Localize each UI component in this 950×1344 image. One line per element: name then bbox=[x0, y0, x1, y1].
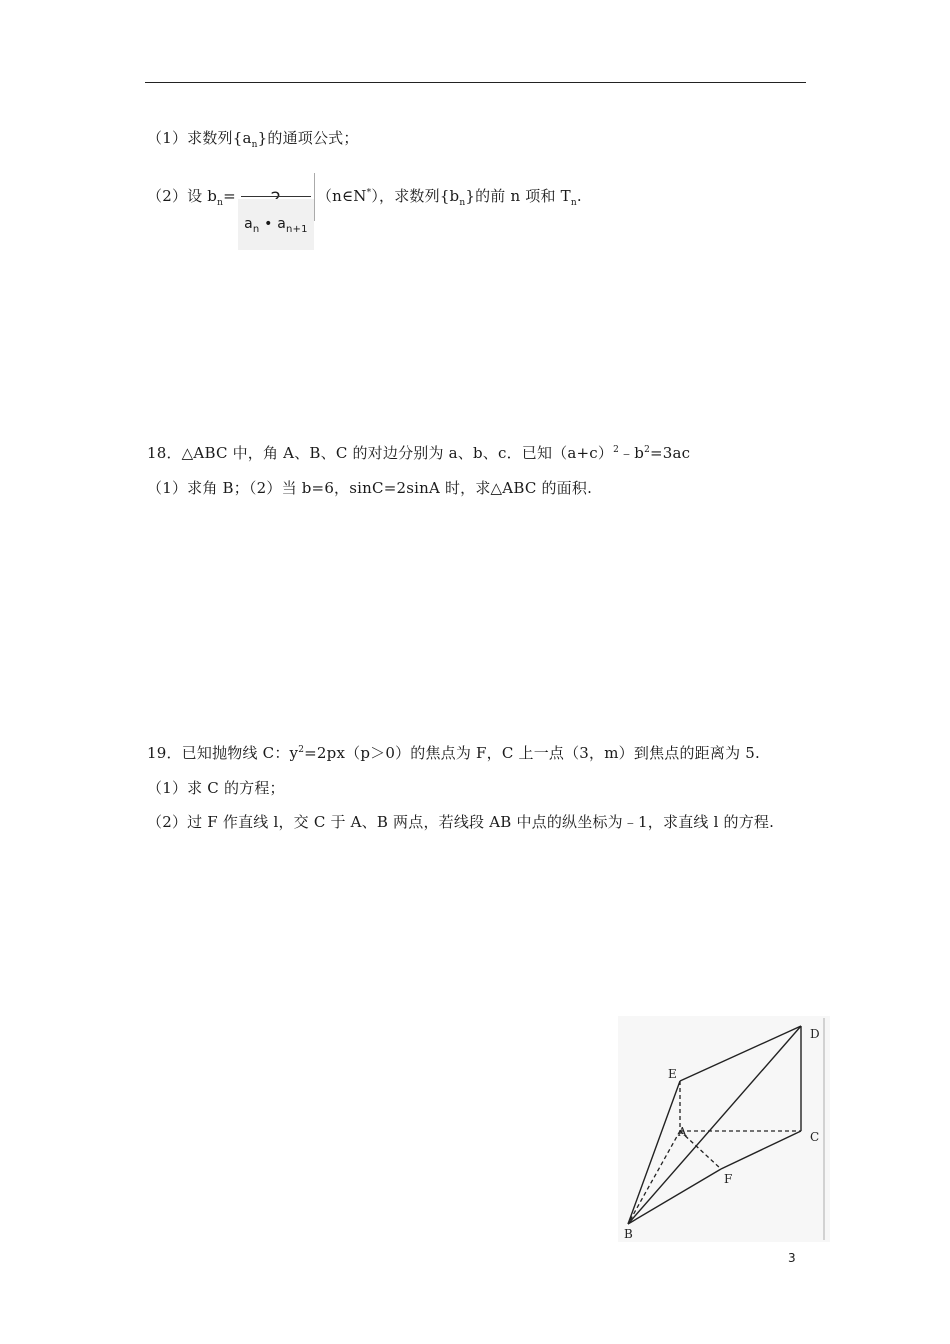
q18-parts: （1）求角 B；（2）当 b=6，sinC=2sinA 时，求△ABC 的面积. bbox=[147, 479, 593, 497]
page-number: 3 bbox=[788, 1251, 796, 1265]
label-f: F bbox=[724, 1172, 733, 1186]
q17-part1: （1）求数列$\{a_n\}$的通项公式； bbox=[147, 129, 359, 150]
fraction-image: $a_n$ • $a_{n+1}$ bbox=[238, 173, 315, 221]
label-a: A bbox=[678, 1125, 687, 1139]
q18-stem: 18．△ABC 中，角 A、B、C 的对边分别为 a、b、c．已知$(a+c)^2﹣b^2=3ac$ bbox=[147, 444, 691, 462]
geometry-figure bbox=[618, 1016, 830, 1242]
label-b: B bbox=[624, 1227, 633, 1241]
header-rule bbox=[145, 82, 806, 83]
q19-part2: （2）过 F 作直线 l，交 C 于 A、B 两点，若线段 AB 中点的纵坐标为﹣1，求直线 l 的方程. bbox=[147, 813, 775, 831]
q19-part1: （1）求 C 的方程； bbox=[147, 779, 285, 797]
q19-stem: 19．已知抛物线 C：$y^2=2px(p>0)$的焦点为 F，C 上一点（3，m）到焦点的距离为 5. bbox=[147, 744, 760, 762]
label-c: C bbox=[810, 1130, 820, 1144]
label-d: D bbox=[810, 1027, 820, 1041]
label-e: E bbox=[668, 1067, 677, 1081]
q17-part2: （2）设 $b_n=$ $a_n$ • $a_{n+1}$ （n∈N*），求数列$\{b_n\}$的前 n 项和 $T_n$. bbox=[147, 172, 582, 221]
